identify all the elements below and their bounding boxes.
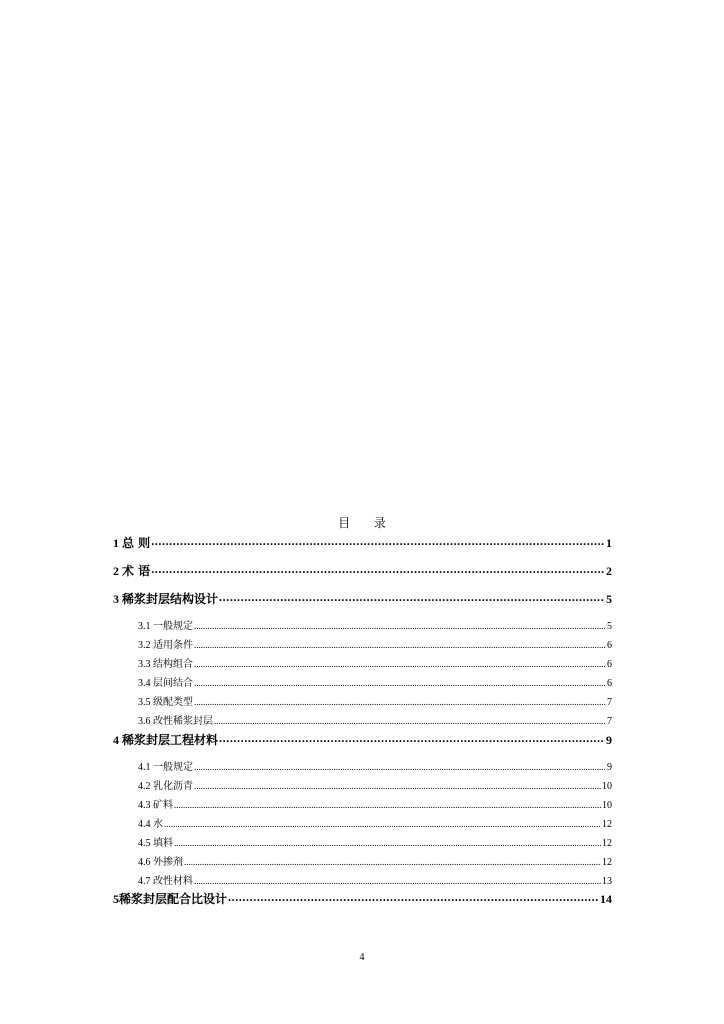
toc-entry-label xyxy=(113,890,227,907)
toc-entry-label xyxy=(138,674,193,689)
toc-entry-label xyxy=(138,815,163,830)
toc-leader-dots xyxy=(194,695,606,705)
toc-entry-text: 稀浆封层工程材料 xyxy=(122,733,219,747)
toc-entry-number: 4.4 xyxy=(138,819,151,830)
toc-leader-dots xyxy=(194,874,601,884)
toc-leader-dots xyxy=(174,836,601,846)
toc-entry-page: 6 xyxy=(607,659,612,670)
toc-entry-text: 改性材料 xyxy=(153,876,193,887)
toc-entry-page: 9 xyxy=(606,733,612,747)
toc-entry-page: 1 xyxy=(606,536,612,550)
toc-entry-text: 结构组合 xyxy=(153,659,193,670)
toc-entry-label xyxy=(138,655,193,670)
toc-entry-number: 3.6 xyxy=(138,716,151,727)
toc-section-entry[interactable] xyxy=(138,796,612,811)
toc-entry-label xyxy=(138,872,193,887)
toc-leader-dots xyxy=(194,676,606,686)
toc-entry-text: 层间结合 xyxy=(153,678,193,689)
toc-leader-dots xyxy=(228,891,599,903)
toc-entry-text: 水 xyxy=(153,819,163,830)
toc-entry-page: 7 xyxy=(607,697,612,708)
toc-entry-label xyxy=(113,534,150,551)
toc-leader-dots xyxy=(214,714,606,724)
toc-leader-dots xyxy=(194,779,601,789)
toc-entry-text: 级配类型 xyxy=(153,697,193,708)
toc-entry-number: 2 xyxy=(113,564,119,578)
toc-leader-dots xyxy=(194,638,606,648)
toc-leader-dots xyxy=(194,657,606,667)
toc-leader-dots xyxy=(219,591,605,603)
toc-section-entry[interactable] xyxy=(138,834,612,849)
toc-chapter-entry[interactable] xyxy=(113,890,612,907)
toc-entry-number: 3.2 xyxy=(138,640,151,651)
toc-entry-text: 填料 xyxy=(153,838,173,849)
toc-leader-dots xyxy=(164,817,601,827)
toc-entry-text: 矿料 xyxy=(153,800,173,811)
toc-section-entry[interactable] xyxy=(138,815,612,830)
toc-leader-dots xyxy=(194,619,606,629)
toc-entry-text: 一般规定 xyxy=(153,621,193,632)
toc-chapter-entry[interactable] xyxy=(113,562,612,579)
toc-entry-page: 6 xyxy=(607,640,612,651)
toc-entry-text: 一般规定 xyxy=(153,762,193,773)
toc-section-entry[interactable] xyxy=(138,758,612,773)
toc-entry-label xyxy=(113,731,218,748)
toc-entry-text: 稀浆封层结构设计 xyxy=(122,592,219,606)
toc-entry-page: 12 xyxy=(602,838,612,849)
toc-entry-label xyxy=(113,590,218,607)
toc-entry-label xyxy=(138,758,193,773)
toc-entry-page: 2 xyxy=(606,564,612,578)
toc-entry-number: 4.2 xyxy=(138,781,151,792)
toc-entry-number: 3.4 xyxy=(138,678,151,689)
toc-entry-number: 3.1 xyxy=(138,621,151,632)
page-number: 4 xyxy=(359,952,365,963)
toc-leader-dots xyxy=(151,535,605,547)
toc-entry-label xyxy=(138,693,193,708)
toc-entry-label xyxy=(138,853,183,868)
toc-section-entry[interactable] xyxy=(138,777,612,792)
toc-entry-page: 12 xyxy=(602,857,612,868)
toc-section-entry[interactable] xyxy=(138,872,612,887)
toc-entry-number: 4.5 xyxy=(138,838,151,849)
toc-entry-page: 10 xyxy=(602,781,612,792)
toc-leader-dots xyxy=(219,732,605,744)
toc-section-entry[interactable] xyxy=(138,693,612,708)
toc-entry-number: 4.3 xyxy=(138,800,151,811)
toc-entry-text: 外掺剂 xyxy=(153,857,183,868)
toc-entry-number: 4.6 xyxy=(138,857,151,868)
toc-chapter-entry[interactable] xyxy=(113,534,612,551)
toc-entry-text: 总 则 xyxy=(122,536,151,550)
toc-leader-dots xyxy=(194,760,606,770)
toc-entry-number: 5 xyxy=(113,892,119,906)
toc-entry-page: 13 xyxy=(602,876,612,887)
toc-section-entry[interactable] xyxy=(138,655,612,670)
toc-entry-page: 5 xyxy=(607,621,612,632)
toc-entry-label xyxy=(138,712,213,727)
toc-entry-label xyxy=(138,777,193,792)
toc-entry-number: 1 xyxy=(113,536,119,550)
toc-entry-text: 术 语 xyxy=(122,564,151,578)
toc-entry-number: 3.3 xyxy=(138,659,151,670)
toc-entry-page: 5 xyxy=(606,592,612,606)
toc-entry-number: 4.7 xyxy=(138,876,151,887)
toc-entry-text: 乳化沥青 xyxy=(153,781,193,792)
toc-entry-page: 6 xyxy=(607,678,612,689)
toc-entry-text: 适用条件 xyxy=(153,640,193,651)
toc-entry-label xyxy=(113,562,150,579)
toc-entry-number: 4 xyxy=(113,733,119,747)
toc-section-entry[interactable] xyxy=(138,712,612,727)
toc-entry-number: 3 xyxy=(113,592,119,606)
toc-chapter-entry[interactable] xyxy=(113,590,612,607)
toc-leader-dots xyxy=(174,798,601,808)
toc-entry-page: 7 xyxy=(607,716,612,727)
toc-chapter-entry[interactable] xyxy=(113,731,612,748)
toc-entry-label xyxy=(138,636,193,651)
toc-entry-page: 9 xyxy=(607,762,612,773)
toc-section-entry[interactable] xyxy=(138,617,612,632)
toc-entry-number: 4.1 xyxy=(138,762,151,773)
toc-entry-number: 3.5 xyxy=(138,697,151,708)
toc-entry-page: 14 xyxy=(600,892,612,906)
toc-entry-text: 稀浆封层配合比设计 xyxy=(119,892,228,906)
toc-entry-page: 10 xyxy=(602,800,612,811)
toc-entry-text: 改性稀浆封层 xyxy=(153,716,213,727)
toc-title: 目 录 xyxy=(338,516,396,530)
toc-entry-label xyxy=(138,617,193,632)
toc-entry-label xyxy=(138,834,173,849)
toc-section-entry[interactable] xyxy=(138,636,612,651)
toc-section-entry[interactable] xyxy=(138,674,612,689)
toc-leader-dots xyxy=(184,855,601,865)
toc-entry-label xyxy=(138,796,173,811)
toc-leader-dots xyxy=(151,563,605,575)
toc-section-entry[interactable] xyxy=(138,853,612,868)
toc-entry-page: 12 xyxy=(602,819,612,830)
